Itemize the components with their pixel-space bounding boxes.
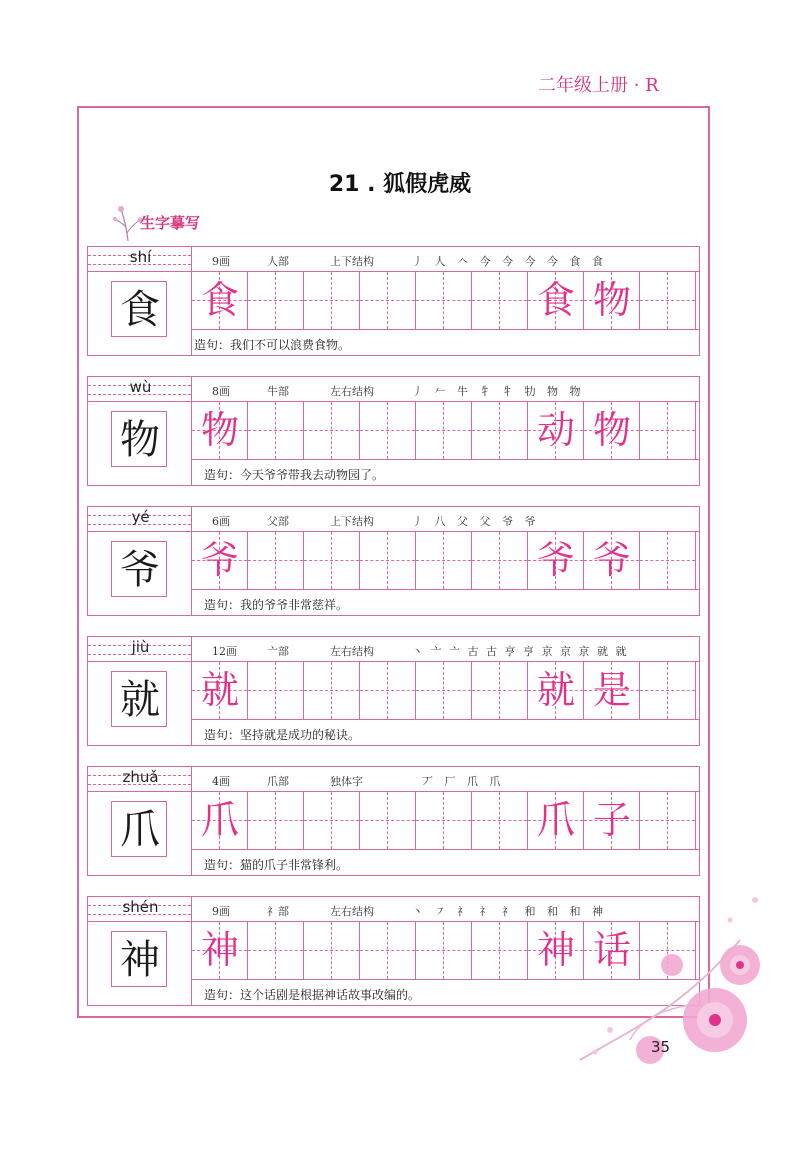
char-info <box>192 636 700 662</box>
pinyin-box <box>87 376 192 402</box>
pinyin: wù <box>129 378 152 396</box>
char-info <box>192 246 700 272</box>
practice-grid <box>192 272 700 330</box>
structure: 左右结构 <box>330 645 374 658</box>
flower-sprig-icon <box>113 203 143 243</box>
practice-grid <box>192 532 700 590</box>
char-info <box>192 766 700 792</box>
practice-char: 食 <box>536 278 575 322</box>
stroke-order: 丆 厂 爪 爪 <box>422 775 505 788</box>
pinyin: shén <box>122 898 159 916</box>
practice-char: 爪 <box>200 798 239 842</box>
model-char-cell <box>87 922 192 1006</box>
sentence-row <box>192 590 700 616</box>
radical: 爪部 <box>267 775 289 788</box>
practice-char: 物 <box>592 408 631 452</box>
example-sentence: 造句：猫的爪子非常锋利。 <box>204 858 349 872</box>
example-sentence: 造句：坚持就是成功的秘诀。 <box>204 728 361 742</box>
practice-char: 爷 <box>592 538 631 582</box>
model-char: 神 <box>120 937 160 983</box>
char-block-ye <box>87 506 700 616</box>
page-number: 35 <box>651 1038 671 1056</box>
stroke-order: 丿 𠂉 牛 牜 牜 牞 物 物 <box>412 385 585 398</box>
char-block-zhua <box>87 766 700 876</box>
stroke-count: 8画 <box>212 385 230 398</box>
radical: 父部 <box>267 515 289 528</box>
char-block-shi <box>87 246 700 356</box>
sentence-row <box>192 330 700 356</box>
practice-char: 就 <box>200 668 239 712</box>
practice-char: 动 <box>536 408 575 452</box>
model-char-cell <box>87 532 192 616</box>
structure: 上下结构 <box>330 515 374 528</box>
stroke-order: 丿 人 𠆢 今 今 今 今 食 食 <box>412 255 607 268</box>
model-char: 爷 <box>120 547 160 593</box>
model-char: 爪 <box>120 807 160 853</box>
sentence-row <box>192 460 700 486</box>
stroke-count: 9画 <box>212 255 230 268</box>
practice-char: 神 <box>200 928 239 972</box>
practice-char: 子 <box>592 798 631 842</box>
model-char-cell <box>87 662 192 746</box>
stroke-order: 丶 ㇇ 礻 礻 礻 和 和 和 神 <box>412 905 607 918</box>
pinyin: yé <box>131 508 150 526</box>
stroke-count: 12画 <box>212 645 237 658</box>
sentence-row <box>192 850 700 876</box>
example-sentence: 造句：今天爷爷带我去动物园了。 <box>204 468 385 482</box>
example-sentence: 造句：我们不可以浪费食物。 <box>194 338 351 352</box>
practice-char: 爷 <box>200 538 239 582</box>
structure: 左右结构 <box>330 905 374 918</box>
model-char: 物 <box>120 417 160 463</box>
char-block-jiu <box>87 636 700 746</box>
stroke-count: 9画 <box>212 905 230 918</box>
radical: 亠部 <box>267 645 289 658</box>
model-char: 就 <box>120 677 160 723</box>
practice-char: 就 <box>536 668 575 712</box>
practice-grid <box>192 792 700 850</box>
pinyin: zhuǎ <box>122 768 159 786</box>
practice-char: 物 <box>200 408 239 452</box>
model-char: 食 <box>120 287 160 333</box>
stroke-count: 6画 <box>212 515 230 528</box>
stroke-count: 4画 <box>212 775 230 788</box>
radical: 牛部 <box>267 385 289 398</box>
pinyin-box <box>87 506 192 532</box>
stroke-order: 丶 亠 亠 古 古 亨 亨 京 京 京 就 就 <box>412 645 629 658</box>
char-info <box>192 376 700 402</box>
practice-char: 物 <box>592 278 631 322</box>
model-char-cell <box>87 792 192 876</box>
structure: 上下结构 <box>330 255 374 268</box>
pinyin-box <box>87 246 192 272</box>
pinyin-box <box>87 636 192 662</box>
example-sentence: 造句：我的爷爷非常慈祥。 <box>204 598 349 612</box>
example-sentence: 造句：这个话剧是根据神话故事改编的。 <box>204 988 421 1002</box>
char-block-wu <box>87 376 700 486</box>
practice-char: 爪 <box>536 798 575 842</box>
radical: 人部 <box>267 255 289 268</box>
practice-char: 食 <box>200 278 239 322</box>
radical: 礻部 <box>267 905 289 918</box>
model-char-cell <box>87 402 192 486</box>
pinyin-box <box>87 766 192 792</box>
model-char-cell <box>87 272 192 356</box>
practice-grid <box>192 402 700 460</box>
pinyin-box <box>87 896 192 922</box>
practice-char: 是 <box>592 668 631 712</box>
stroke-order: 丿 八 父 父 爷 爷 <box>412 515 540 528</box>
practice-grid <box>192 662 700 720</box>
pinyin: shí <box>129 248 152 266</box>
grade-label: 二年级上册 · R <box>538 75 659 96</box>
char-info <box>192 506 700 532</box>
section-label: 生字摹写 <box>140 214 201 232</box>
lesson-title: 21 . 狐假虎威 <box>328 172 472 197</box>
practice-char: 神 <box>536 928 575 972</box>
structure: 左右结构 <box>330 385 374 398</box>
practice-char: 爷 <box>536 538 575 582</box>
structure: 独体字 <box>330 775 363 788</box>
sentence-row <box>192 720 700 746</box>
practice-char: 话 <box>592 928 631 972</box>
pinyin: jiù <box>131 638 150 656</box>
